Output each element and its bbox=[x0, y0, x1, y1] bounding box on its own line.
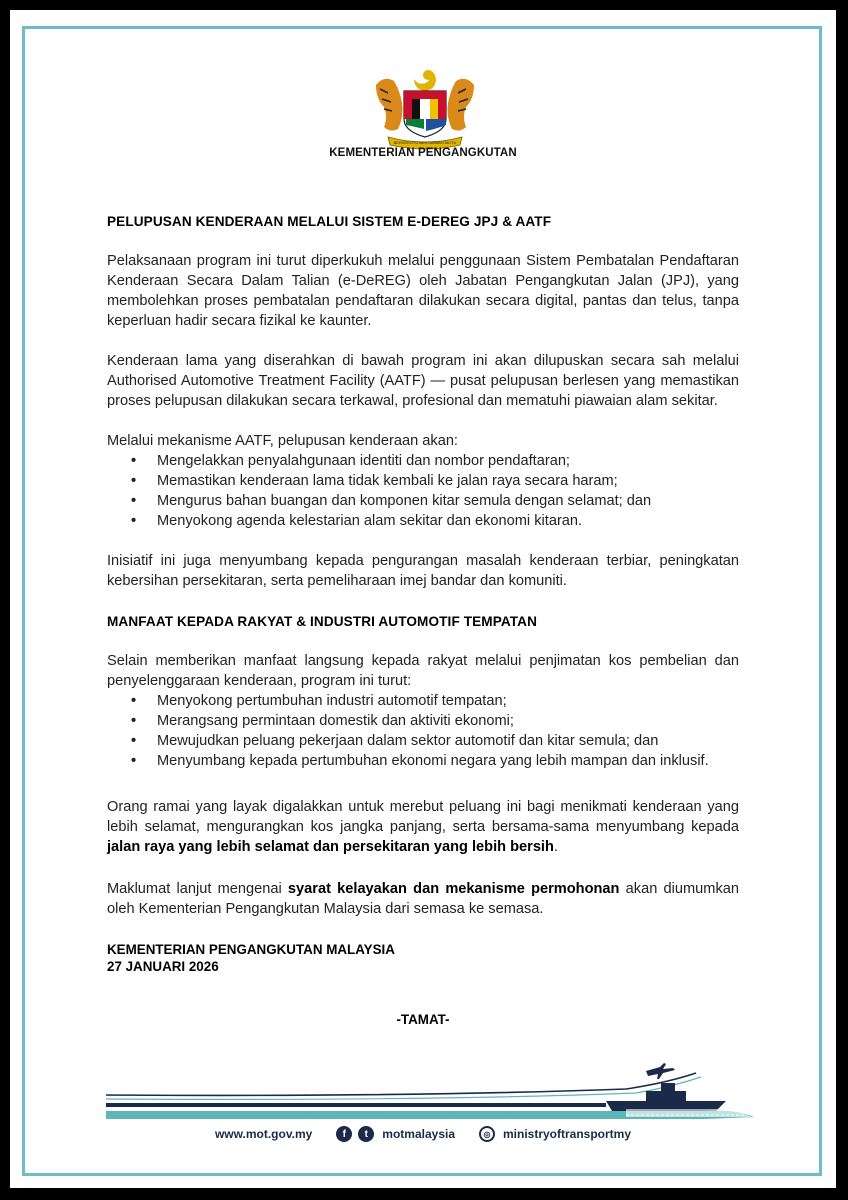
list-item: • Mengelakkan penyalahgunaan identiti dan nombor pendaftaran; bbox=[157, 451, 739, 471]
list-item: • Mewujudkan peluang pekerjaan dalam sektor automotif dan kitar semula; dan bbox=[157, 731, 739, 751]
transport-banner-graphic bbox=[106, 1063, 756, 1121]
paragraph-text: akan diumumkan oleh Kementerian Pengangkutan Malaysia dari semasa ke semasa. bbox=[107, 881, 739, 917]
instagram-icon[interactable]: ◎ bbox=[479, 1126, 495, 1142]
emphasis-text: syarat kelayakan dan mekanisme permohonan bbox=[287, 881, 620, 897]
crest-motto: BERSEKUTU BERTAMBAH MUTU bbox=[393, 140, 457, 145]
end-marker: -TAMAT- bbox=[396, 1012, 450, 1027]
list-intro-benefits: Selain memberikan manfaat langsung kepada rakyat melalui penjimatan kos pembelian dan penyelenggaraan kenderaan, program ini turut: bbox=[107, 653, 739, 689]
list-item: • Memastikan kenderaan lama tidak kembali ke jalan raya secara haram; bbox=[157, 471, 739, 491]
ministry-name: KEMENTERIAN PENGANGKUTAN bbox=[329, 147, 517, 159]
signature-org: KEMENTERIAN PENGANGKUTAN MALAYSIA bbox=[107, 942, 395, 957]
website-link[interactable]: www.mot.gov.my bbox=[214, 1127, 313, 1141]
footer-contact-bar bbox=[10, 1123, 836, 1145]
press-release-body bbox=[107, 212, 739, 975]
list-item: • Menyokong agenda kelestarian alam sekitar dan ekonomi kitaran. bbox=[157, 511, 739, 531]
section-heading-edereg: PELUPUSAN KENDERAAN MELALUI SISTEM E-DEREG JPJ & AATF bbox=[107, 214, 552, 229]
paragraph-aatf: Kenderaan lama yang diserahkan di bawah program ini akan dilupuskan secara sah melalui Authorised Automotive Treatment Facility (AATF) — pusat pelupusan berlesen yang memastikan proses pelupusan dilakukan secara terkawal, profesional dan mematuhi piawaian alam sekitar. bbox=[107, 353, 739, 409]
paragraph-text: . bbox=[553, 839, 558, 855]
benefit-list bbox=[107, 691, 739, 771]
paragraph-text: Orang ramai yang layak digalakkan untuk merebut peluang ini bagi menikmati kenderaan yang lebih selamat, mengurangkan kos jangka panjang, serta bersama-sama menyumbang kepada bbox=[107, 799, 739, 835]
list-item: • Menyumbang kepada pertumbuhan ekonomi negara yang lebih mampan dan inklusif. bbox=[157, 751, 739, 771]
social-handle-instagram[interactable]: ministryoftransportmy bbox=[503, 1127, 632, 1141]
emphasis-text: jalan raya yang lebih selamat dan persekitaran yang lebih bersih bbox=[107, 839, 554, 855]
section-heading-benefits: MANFAAT KEPADA RAKYAT & INDUSTRI AUTOMOTIF TEMPATAN bbox=[107, 614, 538, 629]
facebook-icon[interactable]: f bbox=[336, 1126, 352, 1142]
social-handle-motmalaysia[interactable]: motmalaysia bbox=[382, 1127, 455, 1141]
twitter-icon[interactable]: t bbox=[358, 1126, 374, 1142]
paragraph-initiative: Inisiatif ini juga menyumbang kepada pengurangan masalah kenderaan terbiar, peningkatan kebersihan persekitaran, serta pemeliharaan imej bandar dan komuniti. bbox=[107, 553, 739, 589]
paragraph-text: Maklumat lanjut mengenai bbox=[107, 881, 288, 897]
list-item: • Menyokong pertumbuhan industri automotif tempatan; bbox=[157, 691, 739, 711]
paragraph-edereg: Pelaksanaan program ini turut diperkukuh melalui penggunaan Sistem Pembatalan Pendaftaran Kenderaan Secara Dalam Talian (e-DeREG) oleh Jabatan Pengangkutan Jalan (JPJ), yang membolehkan proses pembatalan pendaftaran dilakukan secara digital, pantas dan telus, tanpa keperluan hadir secara fizikal ke kaunter. bbox=[107, 253, 739, 329]
coat-of-arms-logo bbox=[370, 65, 480, 153]
list-item: • Merangsang permintaan domestik dan aktiviti ekonomi; bbox=[157, 711, 739, 731]
paragraph-encouragement bbox=[107, 797, 739, 857]
list-item: • Mengurus bahan buangan dan komponen kitar semula dengan selamat; dan bbox=[157, 491, 739, 511]
aatf-benefit-list bbox=[107, 451, 739, 531]
list-intro-aatf: Melalui mekanisme AATF, pelupusan kenderaan akan: bbox=[107, 433, 458, 449]
document-page bbox=[10, 10, 836, 1188]
paragraph-further-info bbox=[107, 879, 739, 919]
release-date: 27 JANUARI 2026 bbox=[107, 959, 219, 974]
